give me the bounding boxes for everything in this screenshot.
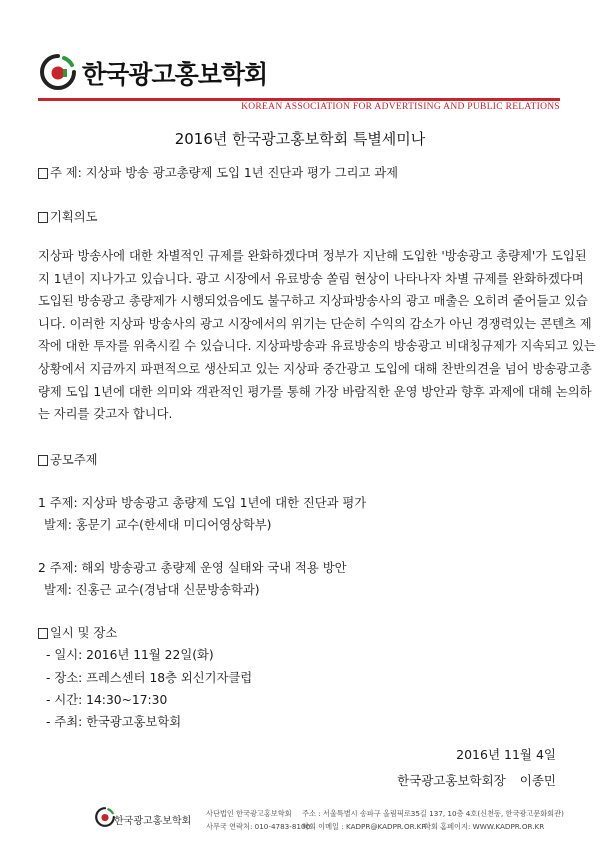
checkbox-square-icon — [38, 212, 48, 223]
intent-line: 는 자리를 갖고자 합니다. — [38, 407, 173, 422]
intent-line: 지상파 방송사에 대한 차별적인 규제를 완화하겠다며 정부가 지난해 도입한 '방송광고 총량제'가 도입된 — [38, 249, 587, 263]
checkbox-square-icon — [38, 455, 48, 466]
kadpr-logo-icon — [38, 52, 78, 92]
topic-1-presenter: 발제: 홍문기 교수(한세대 미디어영상학부) — [44, 518, 272, 532]
checkbox-square-icon — [38, 168, 48, 179]
signer-title: 한국광고홍보학회장 — [397, 773, 506, 788]
footer-logo-text: 한국광고홍보학회 — [114, 816, 192, 827]
schedule-time: - 시간: 14:30~17:30 — [46, 693, 168, 707]
signature-line — [397, 771, 556, 789]
org-name: 한국광고홍보학회 — [82, 60, 268, 89]
intent-line: 니다. 이러한 지상파 방송사의 광고 시장에서의 위기는 단순히 수익의 감소가 아닌 경쟁력있는 콘텐츠 제 — [38, 316, 592, 331]
schedule-host: - 주최: 한국광고홍보학회 — [46, 715, 182, 729]
document-title: 2016년 한국광고홍보학회 특별세미나 — [174, 130, 426, 148]
intent-line: 상황에서 지금까지 파편적으로 생산되고 있는 지상파 중간광고 도입에 대해 찬반의견을 넘어 방송광고총 — [38, 361, 592, 376]
intent-line: 지 1년이 지나가고 있습니다. 광고 시장에서 유료방송 쏠림 현상이 나타나자 차별 규제를 완화하겠다며 — [38, 271, 584, 286]
topic-1: 1 주제: 지상파 방송광고 총량제 도입 1년에 대한 진단과 평가 — [38, 496, 367, 510]
intent-line: 작에 대한 투자를 위축시킬 수 있습니다. 지상파방송과 유료방송의 방송광고 비대칭규제가 지속되고 있는 — [38, 339, 596, 354]
intent-paragraph — [38, 245, 596, 426]
theme-section — [38, 163, 398, 181]
schedule-place: - 장소: 프레스센터 18층 외신기자클럽 — [46, 671, 253, 685]
footer-website: 학회 홈페이지: WWW.KADPR.OR.KR — [424, 822, 545, 831]
topics-heading — [38, 450, 98, 468]
footer-phone: 사무국 연락처: 010-4783-8100 — [206, 822, 311, 831]
intent-heading — [38, 207, 98, 225]
topic-2: 2 주제: 해외 방송광고 총량제 운영 실태와 국내 적용 방안 — [38, 561, 347, 575]
header-tagline: KOREAN ASSOCIATION FOR ADVERTISING AND PUBLIC RELATIONS — [241, 102, 560, 112]
document-date: 2016년 11월 4일 — [456, 747, 556, 762]
schedule-date: - 일시: 2016년 11월 22일(화) — [46, 648, 214, 662]
schedule-heading — [38, 623, 117, 641]
checkbox-square-icon — [38, 628, 48, 639]
intent-line: 도입된 방송광고 총량제가 시행되었음에도 불구하고 지상파방송사의 광고 매출은 오히려 줄어들고 있습 — [38, 294, 588, 309]
topic-2-presenter: 발제: 진홍근 교수(경남대 신문방송학과) — [44, 583, 260, 597]
topics-label: 공모주제 — [50, 453, 98, 467]
theme-text: 주 제: 지상파 방송 광고총량제 도입 1년 진단과 평가 그리고 과제 — [50, 166, 399, 180]
schedule-label: 일시 및 장소 — [50, 626, 118, 640]
intent-label: 기획의도 — [50, 210, 98, 224]
header-rule — [38, 98, 560, 101]
signer-name: 이종민 — [519, 773, 556, 788]
footer-address: 주소 : 서울특별시 송파구 올림픽로35길 137, 10층 4호(신천동, 한국광고문화회관) — [302, 809, 564, 818]
footer-corp-name: 사단법인 한국광고홍보학회 — [206, 809, 292, 818]
footer-logo-icon — [94, 806, 116, 828]
intent-line: 량제 도입 1년에 대한 의미와 객관적인 평가를 통해 가장 바람직한 운영 방안과 향후 과제에 대해 논의하 — [38, 384, 592, 399]
footer-email: 학회 이메일 : KADPR@KADPR.OR.KR — [302, 822, 427, 831]
